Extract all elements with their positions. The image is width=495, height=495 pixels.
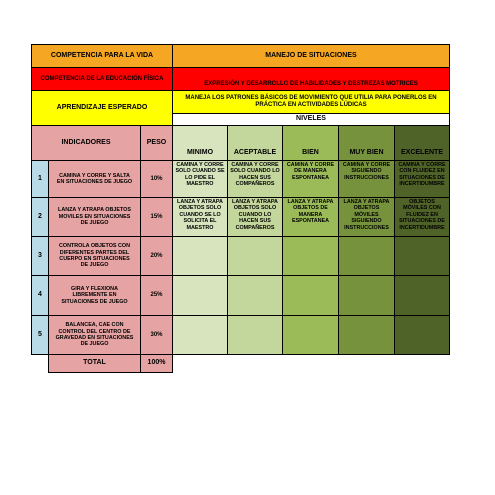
- peso-cell: 30%: [140, 315, 173, 355]
- level-cell-1: [172, 315, 228, 355]
- level-header-1: MINIMO: [172, 125, 228, 161]
- total-value: 100%: [140, 354, 173, 373]
- level-cell-4: LANZA Y ATRAPA OBJETOS MÓVILES SIGUIENDO INSTRUCCIONES: [338, 197, 395, 237]
- indicador-cell: BALANCEA, CAE CON CONTROL DEL CENTRO DE GRAVEDAD EN SITUACIONES DE JUEGO: [48, 315, 141, 355]
- level-cell-4: [338, 275, 395, 316]
- level-cell-4: [338, 315, 395, 355]
- level-cell-2: [227, 236, 283, 276]
- level-cell-1: LANZA Y ATRAPA OBJETOS SOLO CUANDO SE LO SOLICITA EL MAESTRO: [172, 197, 228, 237]
- peso-cell: 25%: [140, 275, 173, 316]
- row-number: 5: [31, 315, 49, 355]
- peso-cell: 10%: [140, 160, 173, 198]
- level-cell-1: [172, 275, 228, 316]
- level-cell-2: [227, 315, 283, 355]
- level-cell-2: LANZA Y ATRAPA OBJETOS SOLO CUANDO LO HACEN SUS COMPAÑEROS: [227, 197, 283, 237]
- level-cell-3: CAMINA Y CORRE DE MANERA ESPONTANEA: [282, 160, 339, 198]
- level-cell-5: CAMINA Y CORRE CON FLUIDEZ EN SITUACIONES DE INCERTIDUMBRE: [394, 160, 450, 198]
- level-cell-5: [394, 275, 450, 316]
- level-header-2: ACEPTABLE: [227, 125, 283, 161]
- level-cell-3: [282, 236, 339, 276]
- competencia-vida-value: MANEJO DE SITUACIONES: [172, 44, 450, 68]
- aprendizaje-value: MANEJA LOS PATRONES BÁSICOS DE MOVIMIENTO QUE UTILIA PARA PONERLOS EN PRÁCTICA EN ACTIVIDADES LÚDICAS: [172, 90, 450, 114]
- level-cell-3: [282, 275, 339, 316]
- level-cell-2: CAMINA Y CORRE SOLO CUANDO LO HACEN SUS COMPAÑEROS: [227, 160, 283, 198]
- peso-cell: 15%: [140, 197, 173, 237]
- level-cell-5: [394, 236, 450, 276]
- row-number: 2: [31, 197, 49, 237]
- level-cell-4: CAMINA Y CORRE SIGUIENDO INSTRUCCIONES: [338, 160, 395, 198]
- niveles-header: NIVELES: [172, 113, 450, 126]
- level-cell-1: CAMINA Y CORRE SOLO CUANDO SE LO PIDE EL MAESTRO: [172, 160, 228, 198]
- competencia-vida-label: COMPETENCIA PARA LA VIDA: [31, 44, 173, 68]
- competencia-ef-value: EXPRESIÓN Y DESARROLLO DE HABILIDADES Y DESTREZAS MOTRICES: [172, 67, 450, 91]
- row-number: 1: [31, 160, 49, 198]
- aprendizaje-label: APRENDIZAJE ESPERADO: [31, 90, 173, 126]
- level-cell-3: [282, 315, 339, 355]
- peso-header: PESO: [140, 125, 173, 161]
- level-header-4: MUY BIEN: [338, 125, 395, 161]
- level-header-3: BIEN: [282, 125, 339, 161]
- level-cell-4: [338, 236, 395, 276]
- level-cell-1: [172, 236, 228, 276]
- total-label: TOTAL: [48, 354, 141, 373]
- competencia-ef-label: COMPETENCIA DE LA EDUCACIÓN FÍSICA: [31, 67, 173, 91]
- indicador-cell: CONTROLA OBJETOS CON DIFERENTES PARTES DEL CUERPO EN SITUACIONES DE JUEGO: [48, 236, 141, 276]
- peso-cell: 20%: [140, 236, 173, 276]
- indicadores-header: INDICADORES: [31, 125, 141, 161]
- level-cell-5: OBJETOS MÓVILES CON FLUIDEZ EN SITUACIONES DE INCERTIDUMBRE: [394, 197, 450, 237]
- level-cell-3: LANZA Y ATRAPA OBJETOS DE MANERA ESPONTANEA: [282, 197, 339, 237]
- level-cell-2: [227, 275, 283, 316]
- row-number: 3: [31, 236, 49, 276]
- level-cell-5: [394, 315, 450, 355]
- indicador-cell: GIRA Y FLEXIONA LIBREMENTE EN SITUACIONES DE JUEGO: [48, 275, 141, 316]
- row-number: 4: [31, 275, 49, 316]
- indicador-cell: LANZA Y ATRAPA OBJETOS MOVILES EN SITUACIONES DE JUEGO: [48, 197, 141, 237]
- indicador-cell: CAMINA Y CORRE Y SALTA EN SITUACIONES DE JUEGO: [48, 160, 141, 198]
- level-header-5: EXCELENTE: [394, 125, 450, 161]
